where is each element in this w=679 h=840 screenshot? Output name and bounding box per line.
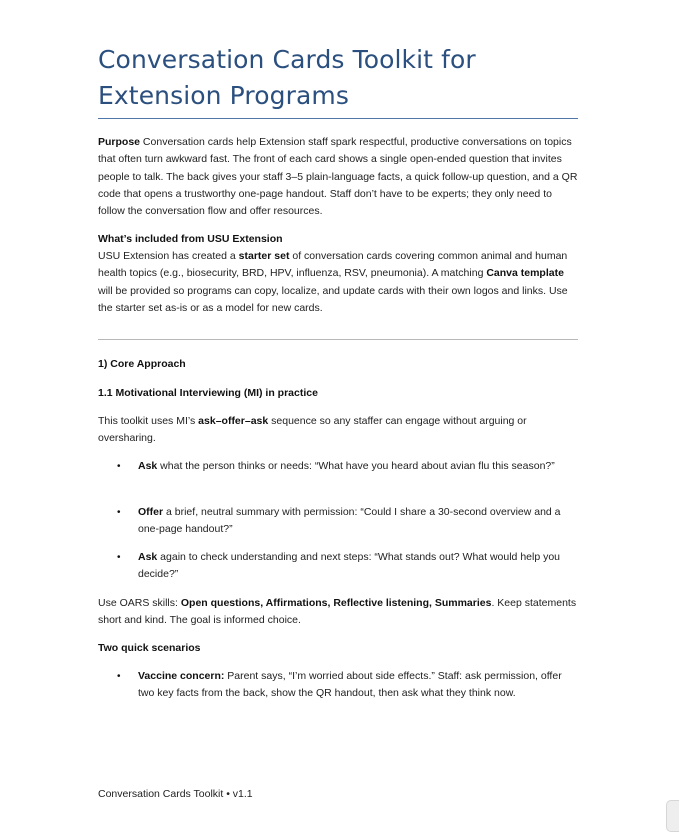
mi-intro-bold: ask–offer–ask: [198, 415, 269, 427]
mi-intro-text-1: This toolkit uses MI’s: [98, 415, 199, 427]
oars-text-1: Use OARS skills:: [98, 597, 181, 609]
mi-intro-paragraph: [98, 413, 578, 448]
list-item: [117, 458, 576, 475]
purpose-label: Purpose: [98, 136, 141, 148]
list-item-bold: Ask: [138, 551, 158, 563]
included-paragraph: [98, 248, 578, 317]
list-item-text: what the person thinks or needs: “What have you heard about avian flu this season?”: [157, 460, 555, 472]
bullet-icon: •: [117, 552, 121, 563]
list-item-text: again to check understanding and next steps: “What stands out? What would help you decide?”: [138, 551, 561, 581]
list-item: [117, 668, 576, 703]
bullet-icon: •: [117, 671, 121, 682]
included-bold-canva-template: Canva template: [486, 267, 564, 280]
included-heading: What’s included from USU Extension: [98, 233, 283, 245]
included-text-1: USU Extension has created a: [98, 250, 239, 262]
list-item: [117, 504, 576, 539]
subsection-heading-mi: 1.1 Motivational Interviewing (MI) in practice: [98, 387, 318, 399]
list-item-text: a brief, neutral summary with permission: “Could I share a 30-second overview and a one-page handout?”: [138, 506, 561, 536]
list-item-text: Parent says, “I’m worried about side effects.” Staff: ask permission, offer two key facts from the back, show the QR handout, then ask what they think now.: [138, 670, 562, 700]
scroll-handle[interactable]: [666, 800, 679, 832]
included-text-3: will be provided so programs can copy, localize, and update cards with their own logos and links. Use the starter set as-is or as a model for new cards.: [98, 284, 568, 314]
section-divider: [98, 339, 578, 340]
purpose-text: Conversation cards help Extension staff spark respectful, productive conversations on topics that often turn awkward fast. The front of each card shows a single open-ended question that invites people to talk. The back gives your staff 3–5 plain-language facts, a quick follow-up question, and a QR code that opens a trustworthy one-page handout. Staff don’t have to be experts; they only need to follow the conversation flow and offer resources.: [98, 136, 578, 218]
included-text-2: of conversation cards covering common animal and human health topics (e.g., biosecurity, BRD, HPV, influenza, RSV, pneumonia). A matching: [98, 250, 568, 280]
oars-bold: Open questions, Affirmations, Reflective listening, Summaries: [180, 597, 492, 609]
list-item-bold: Offer: [138, 506, 164, 518]
scenarios-heading: Two quick scenarios: [98, 642, 201, 654]
list-item-bold: Vaccine concern:: [138, 670, 225, 682]
page-footer: Conversation Cards Toolkit • v1.1: [98, 788, 253, 800]
purpose-paragraph: [98, 134, 578, 220]
mi-intro-text-2: sequence so any staffer can engage without arguing or oversharing.: [98, 415, 527, 445]
oars-paragraph: [98, 595, 578, 630]
list-item-bold: Ask: [138, 460, 158, 472]
document-title: Conversation Cards Toolkit for Extension Programs: [98, 45, 476, 110]
oars-text-2: . Keep statements short and kind. The goal is informed choice.: [98, 597, 577, 627]
title-underline: [98, 118, 578, 119]
list-item: [117, 549, 576, 584]
section-heading-core-approach: 1) Core Approach: [98, 358, 186, 370]
bullet-icon: •: [117, 507, 121, 518]
included-bold-starter-set: starter set: [238, 250, 290, 262]
bullet-icon: •: [117, 461, 121, 472]
